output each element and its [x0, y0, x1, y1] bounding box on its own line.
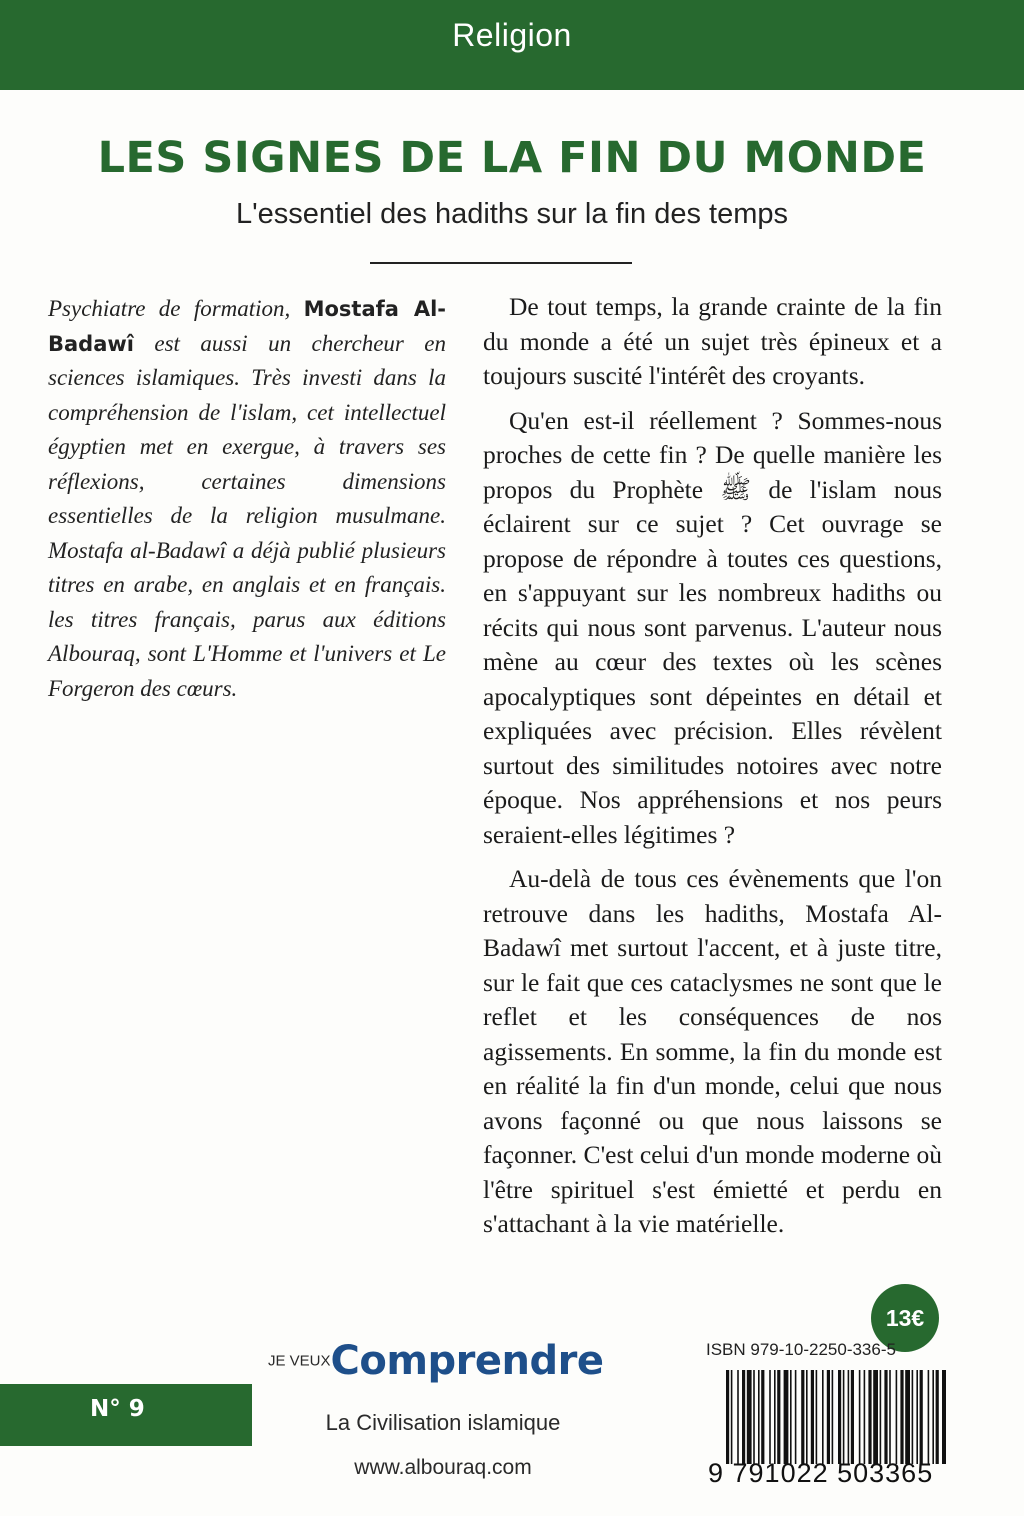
series-number-banner [0, 1384, 252, 1446]
author-bio-text: est aussi un chercheur en sciences islamiques. Très investi dans la compréhension de l'islam, cet intellectuel égyptien met en exergue, à travers ses réflexions, certaines dimensions essentielles de la religion musulmane. Mostafa al-Badawî a déjà publié plusieurs titres en arabe, en anglais et en français. les titres français, parus aux éditions Albouraq, sont L'Homme et l'univers et Le Forgeron des cœurs. [48, 330, 446, 701]
price-badge: 13€ [871, 1284, 939, 1352]
series-logo [268, 1338, 604, 1388]
category-banner [0, 0, 1024, 90]
series-number: N° 9 [90, 1396, 145, 1422]
author-bio [48, 292, 446, 706]
blurb-paragraph-1: De tout temps, la grande crainte de la fin du monde a été un sujet très épineux et a toujours suscité l'intérêt des croyants. [483, 292, 942, 390]
publisher-website: www.albouraq.com [354, 1456, 532, 1479]
author-name: Mostafa Al-Badawî [48, 297, 446, 356]
barcode-icon [726, 1370, 946, 1464]
isbn-label: ISBN 979-10-2250-336-5 [706, 1340, 896, 1359]
barcode-digits: 9 791022 503365 [708, 1458, 934, 1488]
book-title: LES SIGNES DE LA FIN DU MONDE [97, 133, 927, 183]
series-name: Comprendre [330, 1338, 604, 1384]
series-prefix: JE VEUX [268, 1352, 331, 1370]
collection-name: La Civilisation islamique [325, 1410, 561, 1435]
book-blurb [483, 290, 942, 1252]
blurb-paragraph-3: Au-delà de tous ces évènements que l'on retrouve dans les hadiths, Mostafa Al-Badawî met surtout l'accent, et à juste titre, sur le fait que ces cataclysmes ne sont que le reflet et les conséquences de nos agissements. En somme, la fin du monde est en réalité la fin d'un monde, celui que nous avons façonné ou que nous laissons se façonner. C'est celui d'un monde moderne où l'être spirituel s'est émietté et perdu en s'attachant à la vie matérielle. [483, 864, 942, 1238]
blurb-paragraph-2: Qu'en est-il réellement ? Sommes-nous proches de cette fin ? De quelle manière les propos du Prophète ﷺ de l'islam nous éclairent sur ce sujet ? Cet ouvrage se propose de répondre à toutes ces questions, en s'appuyant sur les nombreux hadiths ou récits qui nous sont parvenus. L'auteur nous mène au cœur des textes où les scènes apocalyptiques sont dépeintes en détail et expliquées avec précision. Elles révèlent surtout des similitudes notoires avec notre époque. Nos appréhensions et nos peurs seraient-elles légitimes ? [483, 405, 943, 849]
author-bio-intro: Psychiatre de formation, [48, 296, 304, 321]
book-subtitle: L'essentiel des hadiths sur la fin des temps [235, 198, 788, 230]
category-label: Religion [452, 17, 572, 53]
title-divider [370, 262, 632, 264]
